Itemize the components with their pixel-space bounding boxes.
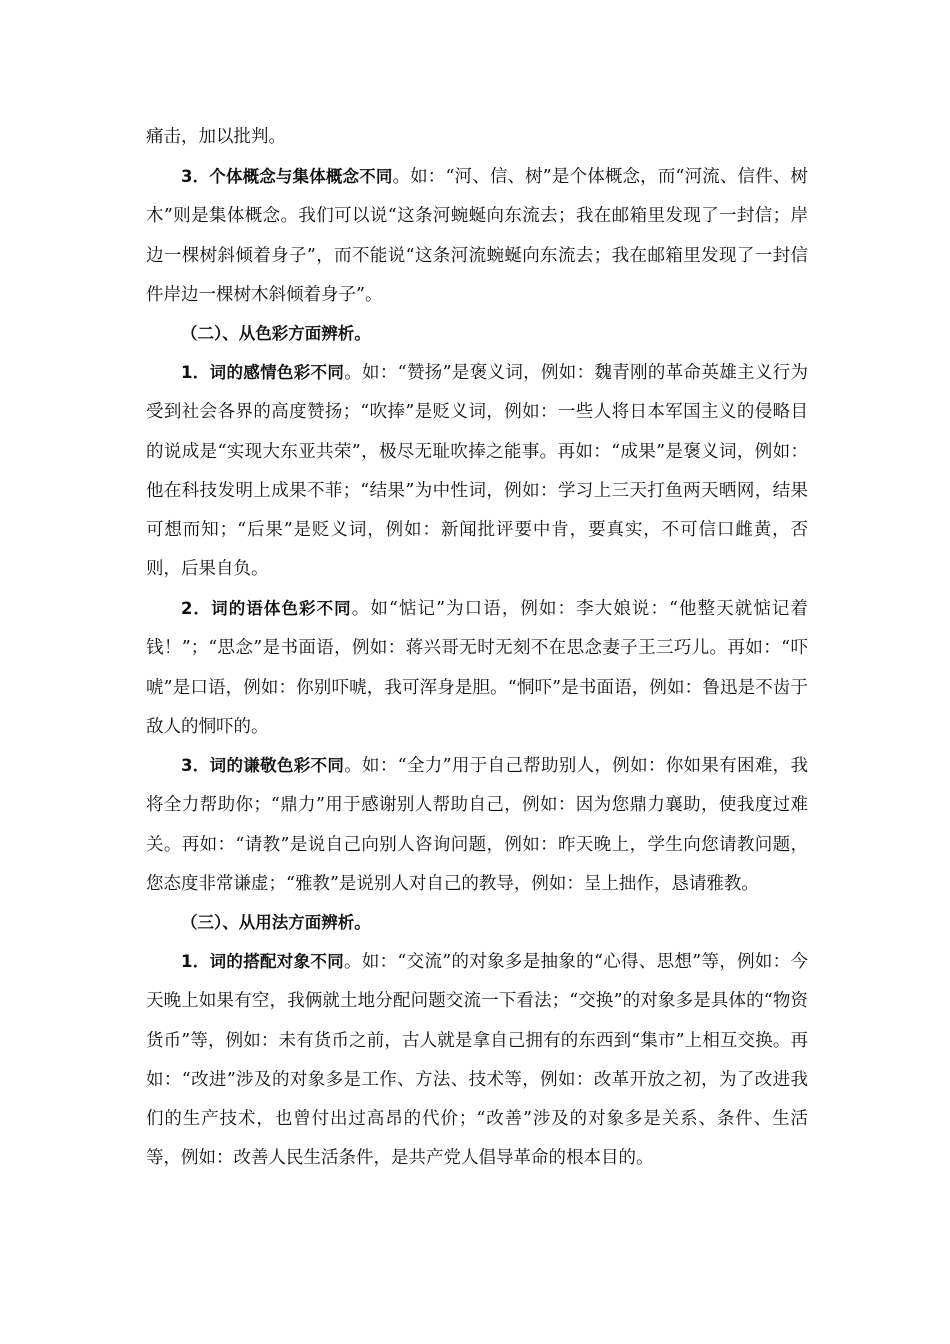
point-body: 。如“惦记”为口语，例如：李大娘说：“他整天就惦记着钱！”；“思念”是书面语，例如：蒋兴哥无时无刻不在思念妻子王三巧儿。再如：“吓唬”是口语，例如：你别吓唬，我可浑身是胆。“恫吓”是书面语，例如：鲁迅是不齿于敌人的恫吓的。 — [146, 599, 808, 737]
paragraph-collective-concept — [146, 157, 808, 315]
paragraph-intro — [146, 118, 808, 157]
point-title: 3．个体概念与集体概念不同 — [181, 167, 393, 186]
point-body: 。如：“河、信、树”是个体概念，而“河流、信件、树木”则是集体概念。我们可以说“这条河蜿蜒向东流去；我在邮箱里发现了一封信；岸边一棵树斜倾着身子”，而不能说“这条河流蜿蜒向东流去；我在邮箱里发现了一封信件岸边一棵树木斜倾着身子”。 — [146, 167, 809, 305]
section-heading: （三）、从用法方面辨析。 — [181, 913, 371, 932]
paragraph-text: 痛击，加以批判。 — [146, 127, 286, 147]
point-title: 3．词的谦敬色彩不同 — [181, 756, 345, 775]
point-title: 1．词的感情色彩不同 — [181, 363, 345, 382]
section-heading-usage — [146, 903, 808, 943]
section-heading: （二）、从色彩方面辨析。 — [181, 324, 371, 343]
paragraph-emotional-color — [146, 353, 808, 590]
point-body: 。如：“赞扬”是褒义词，例如：魏青刚的革命英雄主义行为受到社会各界的高度赞扬；“吹捧”是贬义词，例如：一些人将日本军国主义的侵略目的说成是“实现大东亚共荣”，极尽无耻吹捧之能事。再如：“成果”是褒义词，例如：他在科技发明上成果不菲；“结果”为中性词，例如：学习上三天打鱼两天晒网，结果可想而知；“后果”是贬义词，例如：新闻批评要中肯，要真实，不可信口雌黄，否则，后果自负。 — [146, 363, 808, 580]
point-body: 。如：“交流”的对象多是抽象的“心得、思想”等，例如：今天晚上如果有空，我俩就土地分配问题交流一下看法；“交换”的对象多是具体的“物资货币”等，例如：未有货币之前，古人就是拿自己拥有的东西到“集市”上相互交换。再如：“改进”涉及的对象多是工作、方法、技术等，例如：改革开放之初，为了改进我们的生产技术，也曾付出过高昂的代价；“改善”涉及的对象多是关系、条件、生活等，例如：改善人民生活条件，是共产党人倡导革命的根本目的。 — [146, 952, 808, 1169]
point-title: 2．词的语体色彩不同 — [181, 599, 352, 618]
point-body: 。如：“全力”用于自己帮助别人，例如：你如果有困难，我将全力帮助你；“鼎力”用于感谢别人帮助自己，例如：因为您鼎力襄助，使我度过难关。再如：“请教”是说自己向别人咨询问题，例如：昨天晚上，学生向您请教问题，您态度非常谦虚；“雅教”是说别人对自己的教导，例如：呈上拙作，恳请雅教。 — [146, 756, 808, 894]
paragraph-collocation — [146, 942, 808, 1179]
point-title: 1．词的搭配对象不同 — [181, 952, 345, 971]
section-heading-color — [146, 314, 808, 354]
paragraph-style-color — [146, 589, 808, 747]
paragraph-honorific-color — [146, 746, 808, 904]
